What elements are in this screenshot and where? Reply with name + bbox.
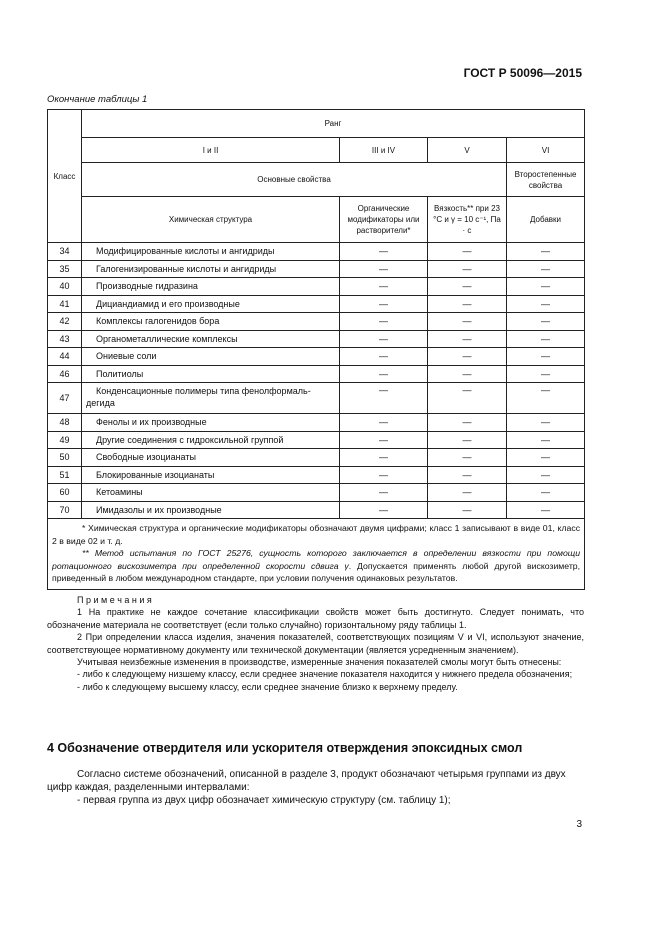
section-heading: 4 Обозначение отвердителя или ускорителя отверждения эпоксидных смол	[47, 741, 523, 755]
table-row	[48, 383, 585, 414]
table-caption: Окончание таблицы 1	[47, 94, 148, 105]
table-row	[48, 348, 585, 366]
structure-cell: Органометаллические комплексы	[82, 330, 340, 348]
table-row	[48, 449, 585, 467]
additives-cell: —	[507, 348, 585, 366]
page-number: 3	[576, 819, 582, 830]
header-viscosity: Вязкость** при 23 °С и γ = 10 с⁻¹, Па · с	[428, 197, 507, 243]
structure-cell: Комплексы галогенидов бора	[82, 313, 340, 331]
viscosity-cell: —	[428, 278, 507, 296]
structure-cell: Галогенизированные кислоты и ангидриды	[82, 260, 340, 278]
header-main-properties: Основные свойства	[82, 163, 507, 197]
standard-header: ГОСТ Р 50096—2015	[463, 66, 582, 80]
viscosity-cell: —	[428, 313, 507, 331]
table-row	[48, 330, 585, 348]
additives-cell: —	[507, 449, 585, 467]
notes-title: П р и м е ч а н и я	[77, 595, 152, 605]
structure-cell: Ониевые соли	[82, 348, 340, 366]
section-paragraph-2: - первая группа из двух цифр обозначает химическую структуру (см. таблицу 1);	[77, 795, 451, 806]
modifier-cell: —	[340, 484, 428, 502]
additives-cell: —	[507, 295, 585, 313]
table-row	[48, 414, 585, 432]
header-rank-3-4: III и IV	[340, 138, 428, 163]
structure-cell: Политиолы	[82, 365, 340, 383]
modifier-cell: —	[340, 295, 428, 313]
header-rank-5: V	[428, 138, 507, 163]
header-secondary-properties: Второстепенные свойства	[507, 163, 585, 197]
header-rank-1-2: I и II	[82, 138, 340, 163]
class-cell: 60	[48, 484, 82, 502]
modifier-cell: —	[340, 313, 428, 331]
viscosity-cell: —	[428, 348, 507, 366]
header-modifiers: Органические модификаторы или растворители*	[340, 197, 428, 243]
viscosity-cell: —	[428, 466, 507, 484]
viscosity-cell: —	[428, 484, 507, 502]
structure-cell: Другие соединения с гидроксильной группой	[82, 431, 340, 449]
note-1: 1 На практике не каждое сочетание классификации свойств может быть достигнуто. Следует понимать, что обозначение материала не соответствует (если только случайно) горизонтальному ряду таблицы 1.	[47, 607, 584, 630]
modifier-cell: —	[340, 243, 428, 261]
structure-cell: Блокированные изоцианаты	[82, 466, 340, 484]
structure-cell: Имидазолы и их производные	[82, 501, 340, 519]
table-row	[48, 431, 585, 449]
modifier-cell: —	[340, 466, 428, 484]
class-cell: 43	[48, 330, 82, 348]
table-row	[48, 484, 585, 502]
viscosity-cell: —	[428, 383, 507, 414]
structure-cell: Свободные изоцианаты	[82, 449, 340, 467]
class-cell: 35	[48, 260, 82, 278]
modifier-cell: —	[340, 501, 428, 519]
structure-cell: Производные гидразина	[82, 278, 340, 296]
class-cell: 34	[48, 243, 82, 261]
viscosity-cell: —	[428, 330, 507, 348]
additives-cell: —	[507, 484, 585, 502]
note-3: Учитывая неизбежные изменения в производстве, измеренные значения показателей смолы могут быть отнесены:	[77, 657, 562, 668]
class-cell: 40	[48, 278, 82, 296]
header-additives: Добавки	[507, 197, 585, 243]
additives-cell: —	[507, 278, 585, 296]
table-row	[48, 295, 585, 313]
class-cell: 70	[48, 501, 82, 519]
modifier-cell: —	[340, 278, 428, 296]
additives-cell: —	[507, 260, 585, 278]
header-chem-structure: Химическая структура	[82, 197, 340, 243]
table-row	[48, 243, 585, 261]
header-rang: Ранг	[82, 110, 585, 138]
structure-cell: Дициандиамид и его производные	[82, 295, 340, 313]
footnote-1: * Химическая структура и органические модификаторы обозначают двумя цифрами; класс 1 записывают в виде 01, класс 2 в виде 02 и т. д.	[52, 523, 581, 546]
viscosity-cell: —	[428, 365, 507, 383]
additives-cell: —	[507, 243, 585, 261]
modifier-cell: —	[340, 431, 428, 449]
table-row	[48, 313, 585, 331]
additives-cell: —	[507, 414, 585, 432]
class-cell: 42	[48, 313, 82, 331]
additives-cell: —	[507, 466, 585, 484]
additives-cell: —	[507, 313, 585, 331]
class-cell: 41	[48, 295, 82, 313]
class-cell: 50	[48, 449, 82, 467]
table-row	[48, 466, 585, 484]
structure-cell: Конденсационные полимеры типа фенолформаль- дегида	[82, 383, 340, 414]
structure-cell: Модифицированные кислоты и ангидриды	[82, 243, 340, 261]
class-cell: 51	[48, 466, 82, 484]
footnote-2: ** Метод испытания по ГОСТ 25276, сущность которого заключается в определении вязкости при помощи ротационного вискозиметра при определенной скорости сдвига γ. Допускается применять любой другой вискозиметр, приведенный в любом международном стандарте, при условии получения одинаковых результатов.	[52, 548, 581, 583]
header-rank-6: VI	[507, 138, 585, 163]
modifier-cell: —	[340, 330, 428, 348]
note-2: 2 При определении класса изделия, значения показателей, соответствующих позициям V и VI, используют значение, соответствующее нормативному документу или технической документации (является усредненным значением).	[47, 632, 584, 655]
table-row	[48, 365, 585, 383]
header-class: Класс	[48, 110, 82, 243]
additives-cell: —	[507, 330, 585, 348]
class-cell: 44	[48, 348, 82, 366]
section-paragraph-1: Согласно системе обозначений, описанной в разделе 3, продукт обозначают четырьмя группами из двух цифр каждая, разделенными интервалами:	[47, 769, 566, 793]
table-footnotes	[48, 519, 585, 590]
viscosity-cell: —	[428, 449, 507, 467]
class-cell: 47	[48, 383, 82, 414]
additives-cell: —	[507, 501, 585, 519]
additives-cell: —	[507, 365, 585, 383]
notes-block	[47, 594, 584, 693]
modifier-cell: —	[340, 348, 428, 366]
class-cell: 49	[48, 431, 82, 449]
structure-cell: Фенолы и их производные	[82, 414, 340, 432]
class-cell: 46	[48, 365, 82, 383]
structure-cell: Кетоамины	[82, 484, 340, 502]
additives-cell: —	[507, 431, 585, 449]
classification-table	[47, 109, 585, 590]
table-row	[48, 278, 585, 296]
table-row	[48, 260, 585, 278]
viscosity-cell: —	[428, 243, 507, 261]
note-5: - либо к следующему высшему классу, если среднее значение близко к верхнему пределу.	[77, 681, 458, 692]
table-row	[48, 501, 585, 519]
modifier-cell: —	[340, 365, 428, 383]
class-cell: 48	[48, 414, 82, 432]
viscosity-cell: —	[428, 260, 507, 278]
viscosity-cell: —	[428, 501, 507, 519]
additives-cell: —	[507, 383, 585, 414]
note-4: - либо к следующему низшему классу, если среднее значение показателя находится у нижнего предела обозначения;	[77, 669, 573, 680]
viscosity-cell: —	[428, 414, 507, 432]
section-body	[47, 768, 584, 807]
viscosity-cell: —	[428, 295, 507, 313]
modifier-cell: —	[340, 383, 428, 414]
modifier-cell: —	[340, 449, 428, 467]
viscosity-cell: —	[428, 431, 507, 449]
modifier-cell: —	[340, 414, 428, 432]
modifier-cell: —	[340, 260, 428, 278]
